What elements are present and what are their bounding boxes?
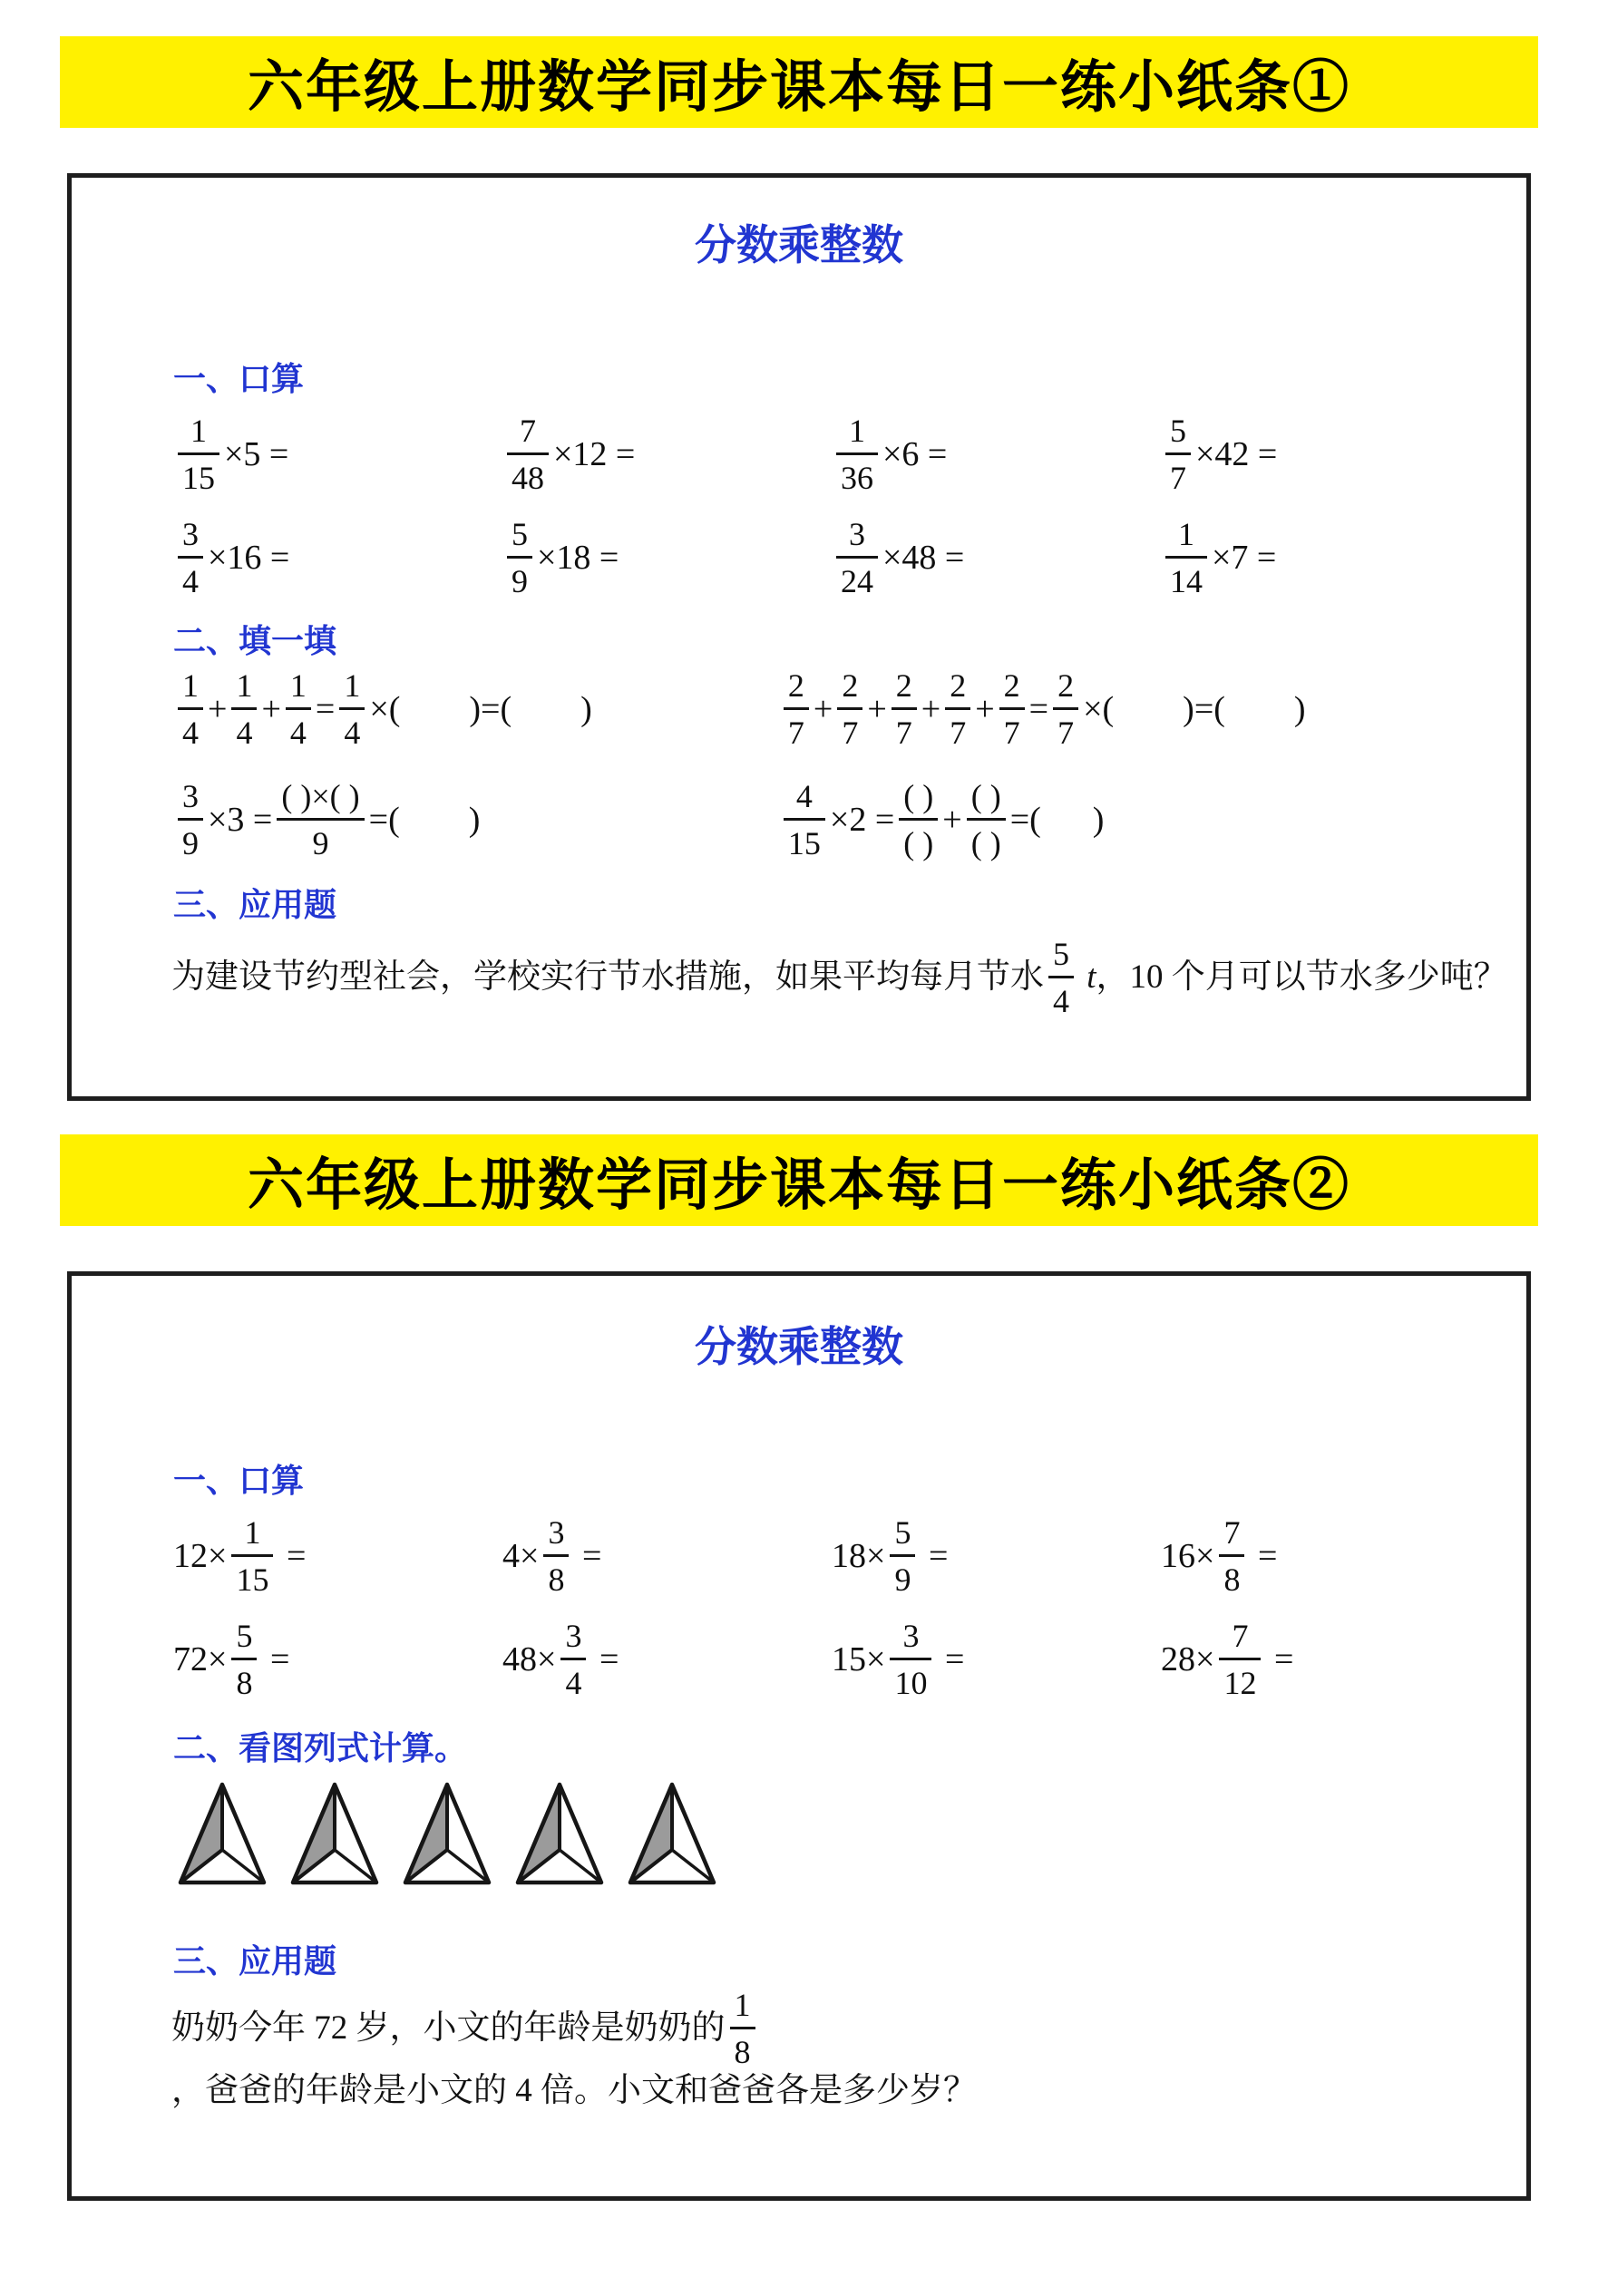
math-problem bbox=[779, 773, 1490, 867]
math-problem bbox=[1161, 1612, 1490, 1707]
fraction-numerator: 1 bbox=[182, 667, 199, 705]
fraction-numerator: 2 bbox=[1003, 667, 1020, 705]
math-problem bbox=[502, 1509, 832, 1603]
fraction bbox=[178, 413, 219, 497]
fraction-numerator: 7 bbox=[1223, 1514, 1241, 1552]
fraction-denominator: 8 bbox=[548, 1561, 565, 1599]
math-text: ×48 = bbox=[882, 539, 965, 578]
fraction-numerator: 1 bbox=[289, 667, 307, 705]
fraction-numerator: ( )×( ) bbox=[281, 778, 360, 815]
fraction bbox=[339, 667, 365, 752]
chinese-text: 奶奶今年 72 岁，小文的年龄是奶奶的 bbox=[171, 2009, 726, 2047]
math-problem bbox=[832, 1612, 1161, 1707]
fraction-denominator: 9 bbox=[512, 563, 528, 600]
fraction-numerator: 3 bbox=[182, 516, 199, 553]
worksheet-1-title: 分数乘整数 bbox=[695, 221, 903, 268]
math-text: ×5 = bbox=[224, 435, 289, 474]
fraction-denominator: 36 bbox=[841, 460, 873, 497]
fraction-numerator: 1 bbox=[244, 1514, 261, 1552]
math-problem bbox=[173, 1612, 502, 1707]
fraction bbox=[178, 667, 203, 752]
fraction-numerator: 5 bbox=[894, 1514, 911, 1552]
math-problem bbox=[502, 1612, 832, 1707]
fraction-numerator: 5 bbox=[1170, 413, 1186, 450]
fraction-numerator: 2 bbox=[787, 667, 804, 705]
fraction-numerator: 1 bbox=[734, 1986, 751, 2023]
fraction-denominator: 4 bbox=[182, 563, 199, 600]
triangle-figure bbox=[173, 1780, 271, 1887]
fraction-numerator: 1 bbox=[190, 413, 207, 450]
fraction-numerator: 1 bbox=[849, 413, 865, 450]
math-text: + bbox=[208, 690, 228, 729]
fraction-numerator: 2 bbox=[1057, 667, 1075, 705]
math-text: = bbox=[1249, 1537, 1278, 1576]
fraction-numerator: 5 bbox=[1053, 935, 1069, 972]
chinese-text: ，10 个月可以节水多少吨？ bbox=[1096, 958, 1507, 996]
fraction-denominator: 7 bbox=[1057, 715, 1075, 752]
fraction-numerator: 7 bbox=[520, 413, 536, 450]
fraction bbox=[1165, 518, 1207, 598]
fraction-denominator: 8 bbox=[1223, 1561, 1241, 1599]
fraction bbox=[837, 667, 862, 752]
math-problem bbox=[173, 662, 779, 756]
fraction-denominator: 4 bbox=[344, 715, 361, 752]
math-text: ×( )=( ) bbox=[1083, 690, 1306, 729]
worksheet-1-word-heading: 三、应用题 bbox=[173, 886, 337, 924]
math-text: + bbox=[813, 690, 833, 729]
fraction bbox=[890, 1618, 931, 1702]
fraction-numerator: 3 bbox=[849, 516, 865, 553]
fraction-denominator: 7 bbox=[895, 715, 912, 752]
fraction bbox=[231, 1514, 273, 1599]
fraction-numerator: ( ) bbox=[970, 778, 1001, 815]
math-problem bbox=[502, 511, 832, 605]
fraction-denominator: 7 bbox=[842, 715, 859, 752]
fraction bbox=[1053, 667, 1078, 752]
math-text: =( ) bbox=[1009, 801, 1105, 840]
triangle-figure bbox=[511, 1780, 609, 1887]
worksheet-1-fill-heading: 二、填一填 bbox=[173, 622, 337, 660]
math-problem bbox=[779, 662, 1490, 756]
banner-1 bbox=[60, 36, 1538, 128]
math-text: + bbox=[942, 801, 962, 840]
math-text: 48× bbox=[502, 1640, 557, 1679]
fraction-numerator: 5 bbox=[512, 516, 528, 553]
worksheet-1-oral-heading: 一、口算 bbox=[173, 360, 305, 397]
math-text: t bbox=[1078, 958, 1096, 996]
fraction bbox=[231, 667, 257, 752]
worksheet-2-oral-grid bbox=[173, 1509, 1490, 1707]
fraction-denominator: 4 bbox=[182, 715, 199, 752]
math-text: = bbox=[315, 690, 336, 729]
worksheet-2-figure-heading: 二、看图列式计算。 bbox=[173, 1729, 468, 1767]
fraction-denominator: 15 bbox=[787, 825, 821, 862]
fraction-denominator: 9 bbox=[182, 825, 199, 862]
fraction-numerator: 7 bbox=[1232, 1618, 1249, 1655]
fraction-denominator: 48 bbox=[512, 460, 544, 497]
math-text: = bbox=[278, 1537, 307, 1576]
worksheet-1-oral-grid bbox=[173, 407, 1490, 605]
fraction bbox=[890, 1514, 915, 1599]
fraction-numerator: 3 bbox=[548, 1514, 565, 1552]
fraction-denominator: 7 bbox=[1003, 715, 1020, 752]
chinese-text: ，爸爸的年龄是小文的 4 倍。小文和爸爸各是多少岁？ bbox=[171, 2071, 977, 2109]
math-problem bbox=[1161, 511, 1490, 605]
fraction-denominator: 7 bbox=[1170, 460, 1186, 497]
fraction bbox=[560, 1618, 586, 1702]
fraction bbox=[1219, 1618, 1261, 1702]
fraction-denominator: 8 bbox=[734, 2033, 751, 2070]
chinese-text: 为建设节约型社会，学校实行节水措施，如果平均每月节水 bbox=[171, 958, 1044, 996]
math-text: = bbox=[573, 1537, 602, 1576]
worksheet-2-oral-heading: 一、口算 bbox=[173, 1462, 305, 1499]
worksheet-2-word-problem bbox=[171, 1986, 1512, 2114]
math-text: = bbox=[1028, 690, 1049, 729]
math-text: 28× bbox=[1161, 1640, 1215, 1679]
worksheet-1-fill-grid bbox=[173, 662, 1490, 867]
fraction-numerator: 1 bbox=[236, 667, 253, 705]
math-text: ×12 = bbox=[553, 435, 636, 474]
worksheet-1-word-problem bbox=[171, 935, 1512, 1019]
fraction-denominator: 15 bbox=[236, 1561, 269, 1599]
fraction-numerator: 4 bbox=[795, 778, 813, 815]
math-problem bbox=[1161, 1509, 1490, 1603]
fraction bbox=[286, 667, 311, 752]
fraction bbox=[784, 667, 809, 752]
banner-1-title: 六年级上册数学同步课本每日一练小纸条① bbox=[247, 56, 1350, 119]
math-text: + bbox=[261, 690, 281, 729]
fraction-denominator: ( ) bbox=[903, 825, 934, 862]
fraction bbox=[178, 518, 203, 598]
math-text: ×2 = bbox=[829, 801, 895, 840]
fraction bbox=[178, 780, 203, 860]
fraction-denominator: 12 bbox=[1223, 1665, 1257, 1702]
fraction bbox=[507, 518, 532, 598]
math-text: 18× bbox=[832, 1537, 886, 1576]
worksheet-2-title: 分数乘整数 bbox=[695, 1323, 903, 1370]
math-text: = bbox=[936, 1640, 965, 1679]
fraction bbox=[899, 780, 938, 860]
worksheet-2-word-heading: 三、应用题 bbox=[173, 1942, 337, 1980]
triangle-figure bbox=[623, 1780, 721, 1887]
math-problem bbox=[832, 1509, 1161, 1603]
fraction-denominator: 15 bbox=[182, 460, 215, 497]
math-text: 72× bbox=[173, 1640, 228, 1679]
fraction-numerator: 2 bbox=[842, 667, 859, 705]
fraction-denominator: 8 bbox=[236, 1665, 253, 1702]
fraction-denominator: 4 bbox=[565, 1665, 582, 1702]
fraction-numerator: 1 bbox=[1178, 516, 1194, 553]
fraction-numerator: 2 bbox=[950, 667, 967, 705]
fraction-numerator: ( ) bbox=[903, 778, 934, 815]
fraction-denominator: 10 bbox=[894, 1665, 928, 1702]
fraction bbox=[231, 1618, 257, 1702]
math-text: 15× bbox=[832, 1640, 886, 1679]
math-text: + bbox=[867, 690, 887, 729]
math-text: = bbox=[590, 1640, 619, 1679]
fraction-numerator: 3 bbox=[182, 778, 199, 815]
math-text: + bbox=[975, 690, 995, 729]
math-text: 12× bbox=[173, 1537, 228, 1576]
fraction bbox=[543, 1514, 569, 1599]
fraction bbox=[836, 413, 878, 497]
fraction-denominator: 4 bbox=[1053, 982, 1069, 1019]
fraction bbox=[277, 780, 364, 860]
math-text: ×16 = bbox=[208, 539, 290, 578]
fraction bbox=[1219, 1514, 1244, 1599]
worksheet-2 bbox=[67, 1271, 1531, 2201]
fraction-denominator: 7 bbox=[950, 715, 967, 752]
math-problem bbox=[832, 407, 1161, 501]
math-text: 4× bbox=[502, 1537, 540, 1576]
math-problem bbox=[832, 511, 1161, 605]
fraction-denominator: 9 bbox=[894, 1561, 911, 1599]
math-problem bbox=[173, 511, 502, 605]
math-text: ×( )=( ) bbox=[369, 690, 592, 729]
triangle-figures bbox=[173, 1780, 1526, 1887]
fraction-denominator: 9 bbox=[312, 825, 329, 862]
math-text: =( ) bbox=[368, 801, 481, 840]
fraction-numerator: 1 bbox=[344, 667, 361, 705]
fraction bbox=[892, 667, 917, 752]
fraction bbox=[967, 780, 1006, 860]
fraction-numerator: 3 bbox=[565, 1618, 582, 1655]
math-text: ×18 = bbox=[537, 539, 619, 578]
fraction bbox=[999, 667, 1025, 752]
triangle-figure bbox=[286, 1780, 384, 1887]
fraction-denominator: ( ) bbox=[970, 825, 1001, 862]
math-text: 16× bbox=[1161, 1537, 1215, 1576]
fraction bbox=[1048, 935, 1074, 1019]
math-problem bbox=[173, 1509, 502, 1603]
math-text: = bbox=[920, 1537, 949, 1576]
math-text: = bbox=[1265, 1640, 1294, 1679]
math-problem bbox=[173, 773, 779, 867]
triangle-figure bbox=[398, 1780, 496, 1887]
math-text: ×7 = bbox=[1212, 539, 1277, 578]
math-text: ×6 = bbox=[882, 435, 948, 474]
fraction-numerator: 3 bbox=[902, 1618, 920, 1655]
fraction-numerator: 5 bbox=[236, 1618, 253, 1655]
banner-2 bbox=[60, 1134, 1538, 1226]
fraction-denominator: 7 bbox=[787, 715, 804, 752]
fraction bbox=[784, 780, 825, 860]
banner-2-title: 六年级上册数学同步课本每日一练小纸条② bbox=[247, 1154, 1350, 1217]
fraction-denominator: 4 bbox=[289, 715, 307, 752]
fraction bbox=[730, 1986, 755, 2070]
math-problem bbox=[1161, 407, 1490, 501]
fraction bbox=[1165, 413, 1191, 497]
math-text: ×3 = bbox=[208, 801, 273, 840]
fraction-numerator: 2 bbox=[895, 667, 912, 705]
fraction-denominator: 14 bbox=[1170, 563, 1203, 600]
fraction bbox=[836, 518, 878, 598]
math-problem bbox=[502, 407, 832, 501]
math-problem bbox=[173, 407, 502, 501]
fraction bbox=[507, 413, 549, 497]
math-text: + bbox=[921, 690, 941, 729]
worksheet-1 bbox=[67, 173, 1531, 1101]
fraction bbox=[945, 667, 970, 752]
fraction-denominator: 4 bbox=[236, 715, 253, 752]
fraction-denominator: 24 bbox=[841, 563, 873, 600]
math-text: = bbox=[261, 1640, 290, 1679]
math-text: ×42 = bbox=[1195, 435, 1278, 474]
